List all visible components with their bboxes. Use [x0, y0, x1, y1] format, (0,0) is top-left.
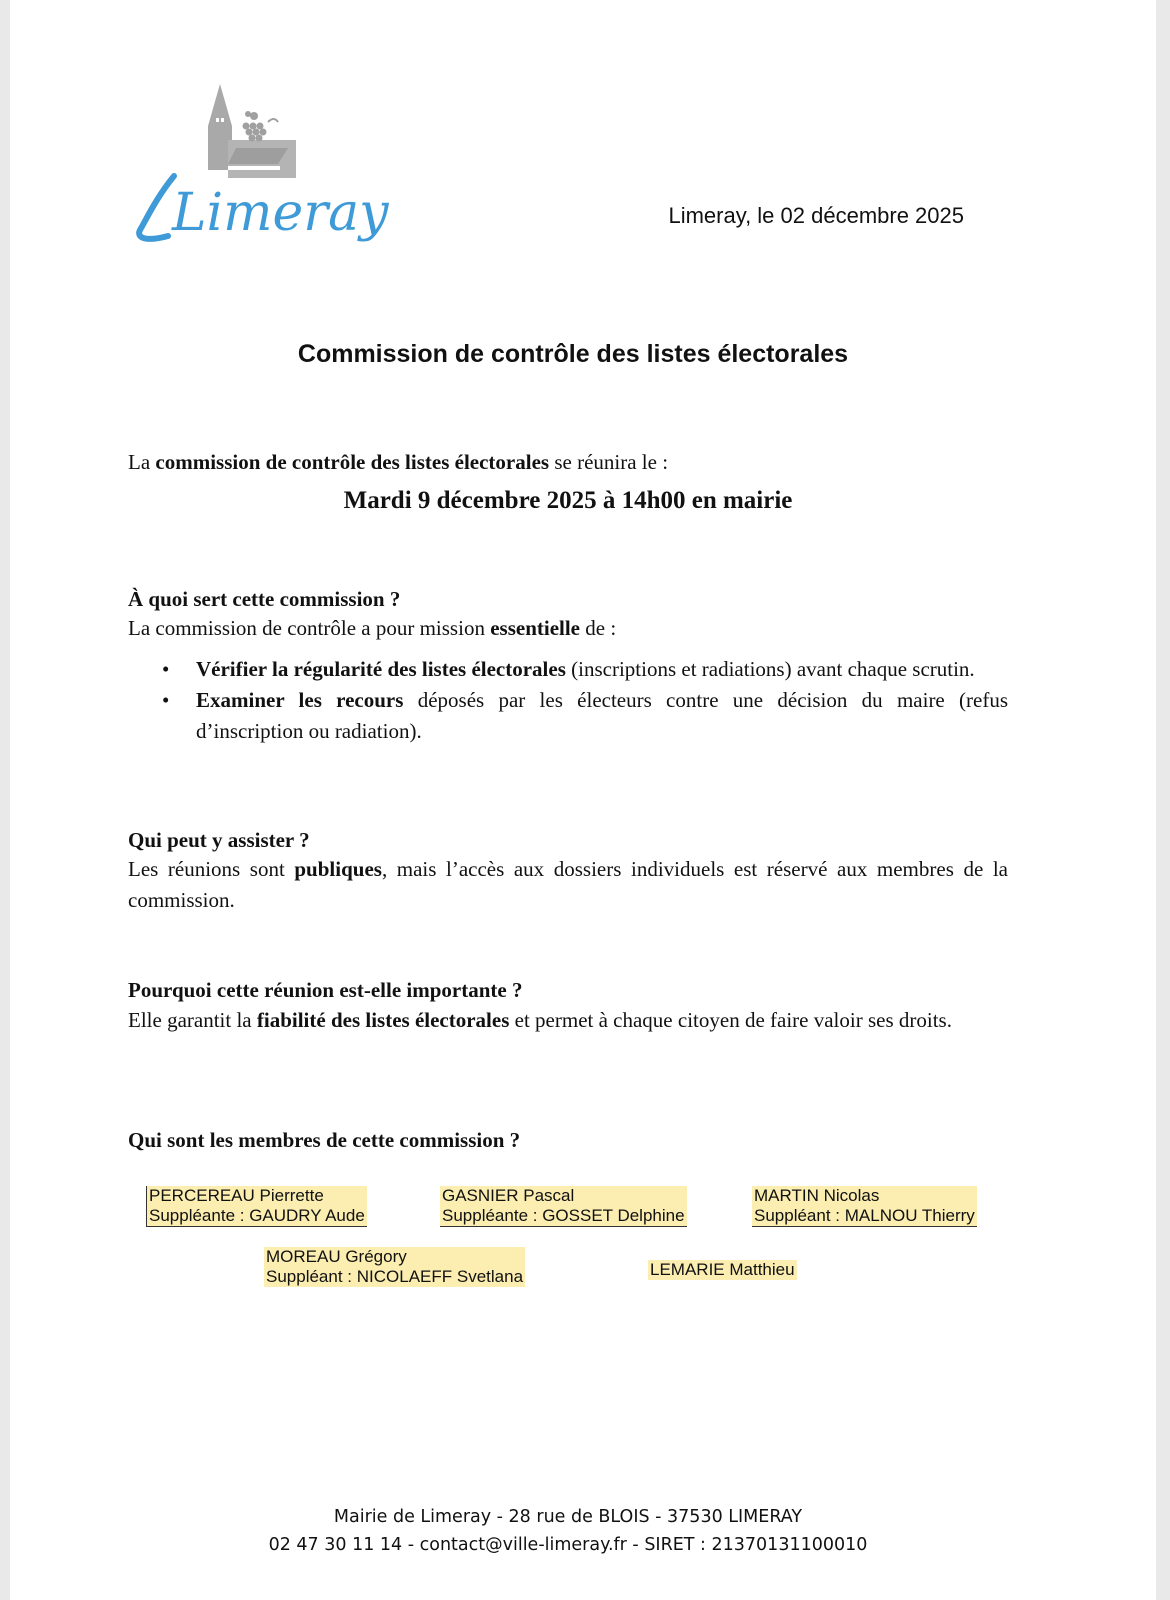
- member-substitute: Suppléant : NICOLAEFF Svetlana: [266, 1267, 524, 1286]
- list-item: • Vérifier la régularité des listes électorales (inscriptions et radiations) avant chaque scrutin.: [128, 654, 1008, 685]
- limeray-logo: [128, 78, 389, 258]
- member-name: PERCEREAU Pierrette: [146, 1186, 367, 1206]
- svg-text:Limeray: Limeray: [172, 183, 389, 243]
- member-substitute: Suppléante : GOSSET Delphine: [442, 1206, 685, 1225]
- member-card: [146, 1186, 367, 1227]
- attend-text: Les réunions sont publiques, mais l’accès aux dossiers individuels est réservé aux membres de la commission.: [128, 857, 1008, 912]
- meeting-date: Mardi 9 décembre 2025 à 14h00 en mairie: [343, 487, 793, 514]
- member-name: LEMARIE Matthieu: [650, 1260, 795, 1279]
- member-name: GASNIER Pascal: [440, 1186, 687, 1206]
- footer-address: Mairie de Limeray - 28 rue de BLOIS - 37530 LIMERAY: [333, 1507, 803, 1527]
- letter-date: Limeray, le 02 décembre 2025: [668, 203, 964, 228]
- member-card: [648, 1260, 797, 1280]
- intro-line: La commission de contrôle des listes électorales se réunira le :: [128, 450, 669, 474]
- members-heading: Qui sont les membres de cette commission ?: [128, 1128, 521, 1152]
- member-substitute: Suppléant : MALNOU Thierry: [754, 1206, 975, 1225]
- purpose-list: [128, 654, 1008, 747]
- importance-heading: Pourquoi cette réunion est-elle importante ?: [128, 978, 523, 1002]
- list-item: • Examiner les recours déposés par les électeurs contre une décision du maire (refus d’inscription ou radiation).: [128, 685, 1008, 747]
- attend-heading: Qui peut y assister ?: [128, 828, 310, 852]
- member-card: [440, 1186, 687, 1227]
- footer-contact: 02 47 30 11 14 - contact@ville-limeray.fr - SIRET : 21370131100010: [268, 1535, 868, 1555]
- document-page: [10, 0, 1156, 1600]
- member-card: [752, 1186, 977, 1227]
- bullet-icon: •: [162, 657, 170, 681]
- document-title: Commission de contrôle des listes électorales: [297, 340, 849, 368]
- importance-text: Elle garantit la fiabilité des listes électorales et permet à chaque citoyen de faire valoir ses droits.: [128, 1008, 952, 1032]
- purpose-heading: À quoi sert cette commission ?: [128, 587, 401, 611]
- page-footer: [10, 1503, 1126, 1559]
- bullet-icon: •: [162, 688, 170, 712]
- member-card: [264, 1247, 525, 1287]
- member-name: MARTIN Nicolas: [752, 1186, 977, 1206]
- purpose-intro: La commission de contrôle a pour mission essentielle de :: [128, 616, 617, 640]
- member-name: MOREAU Grégory: [264, 1247, 525, 1267]
- member-substitute: Suppléante : GAUDRY Aude: [146, 1206, 367, 1227]
